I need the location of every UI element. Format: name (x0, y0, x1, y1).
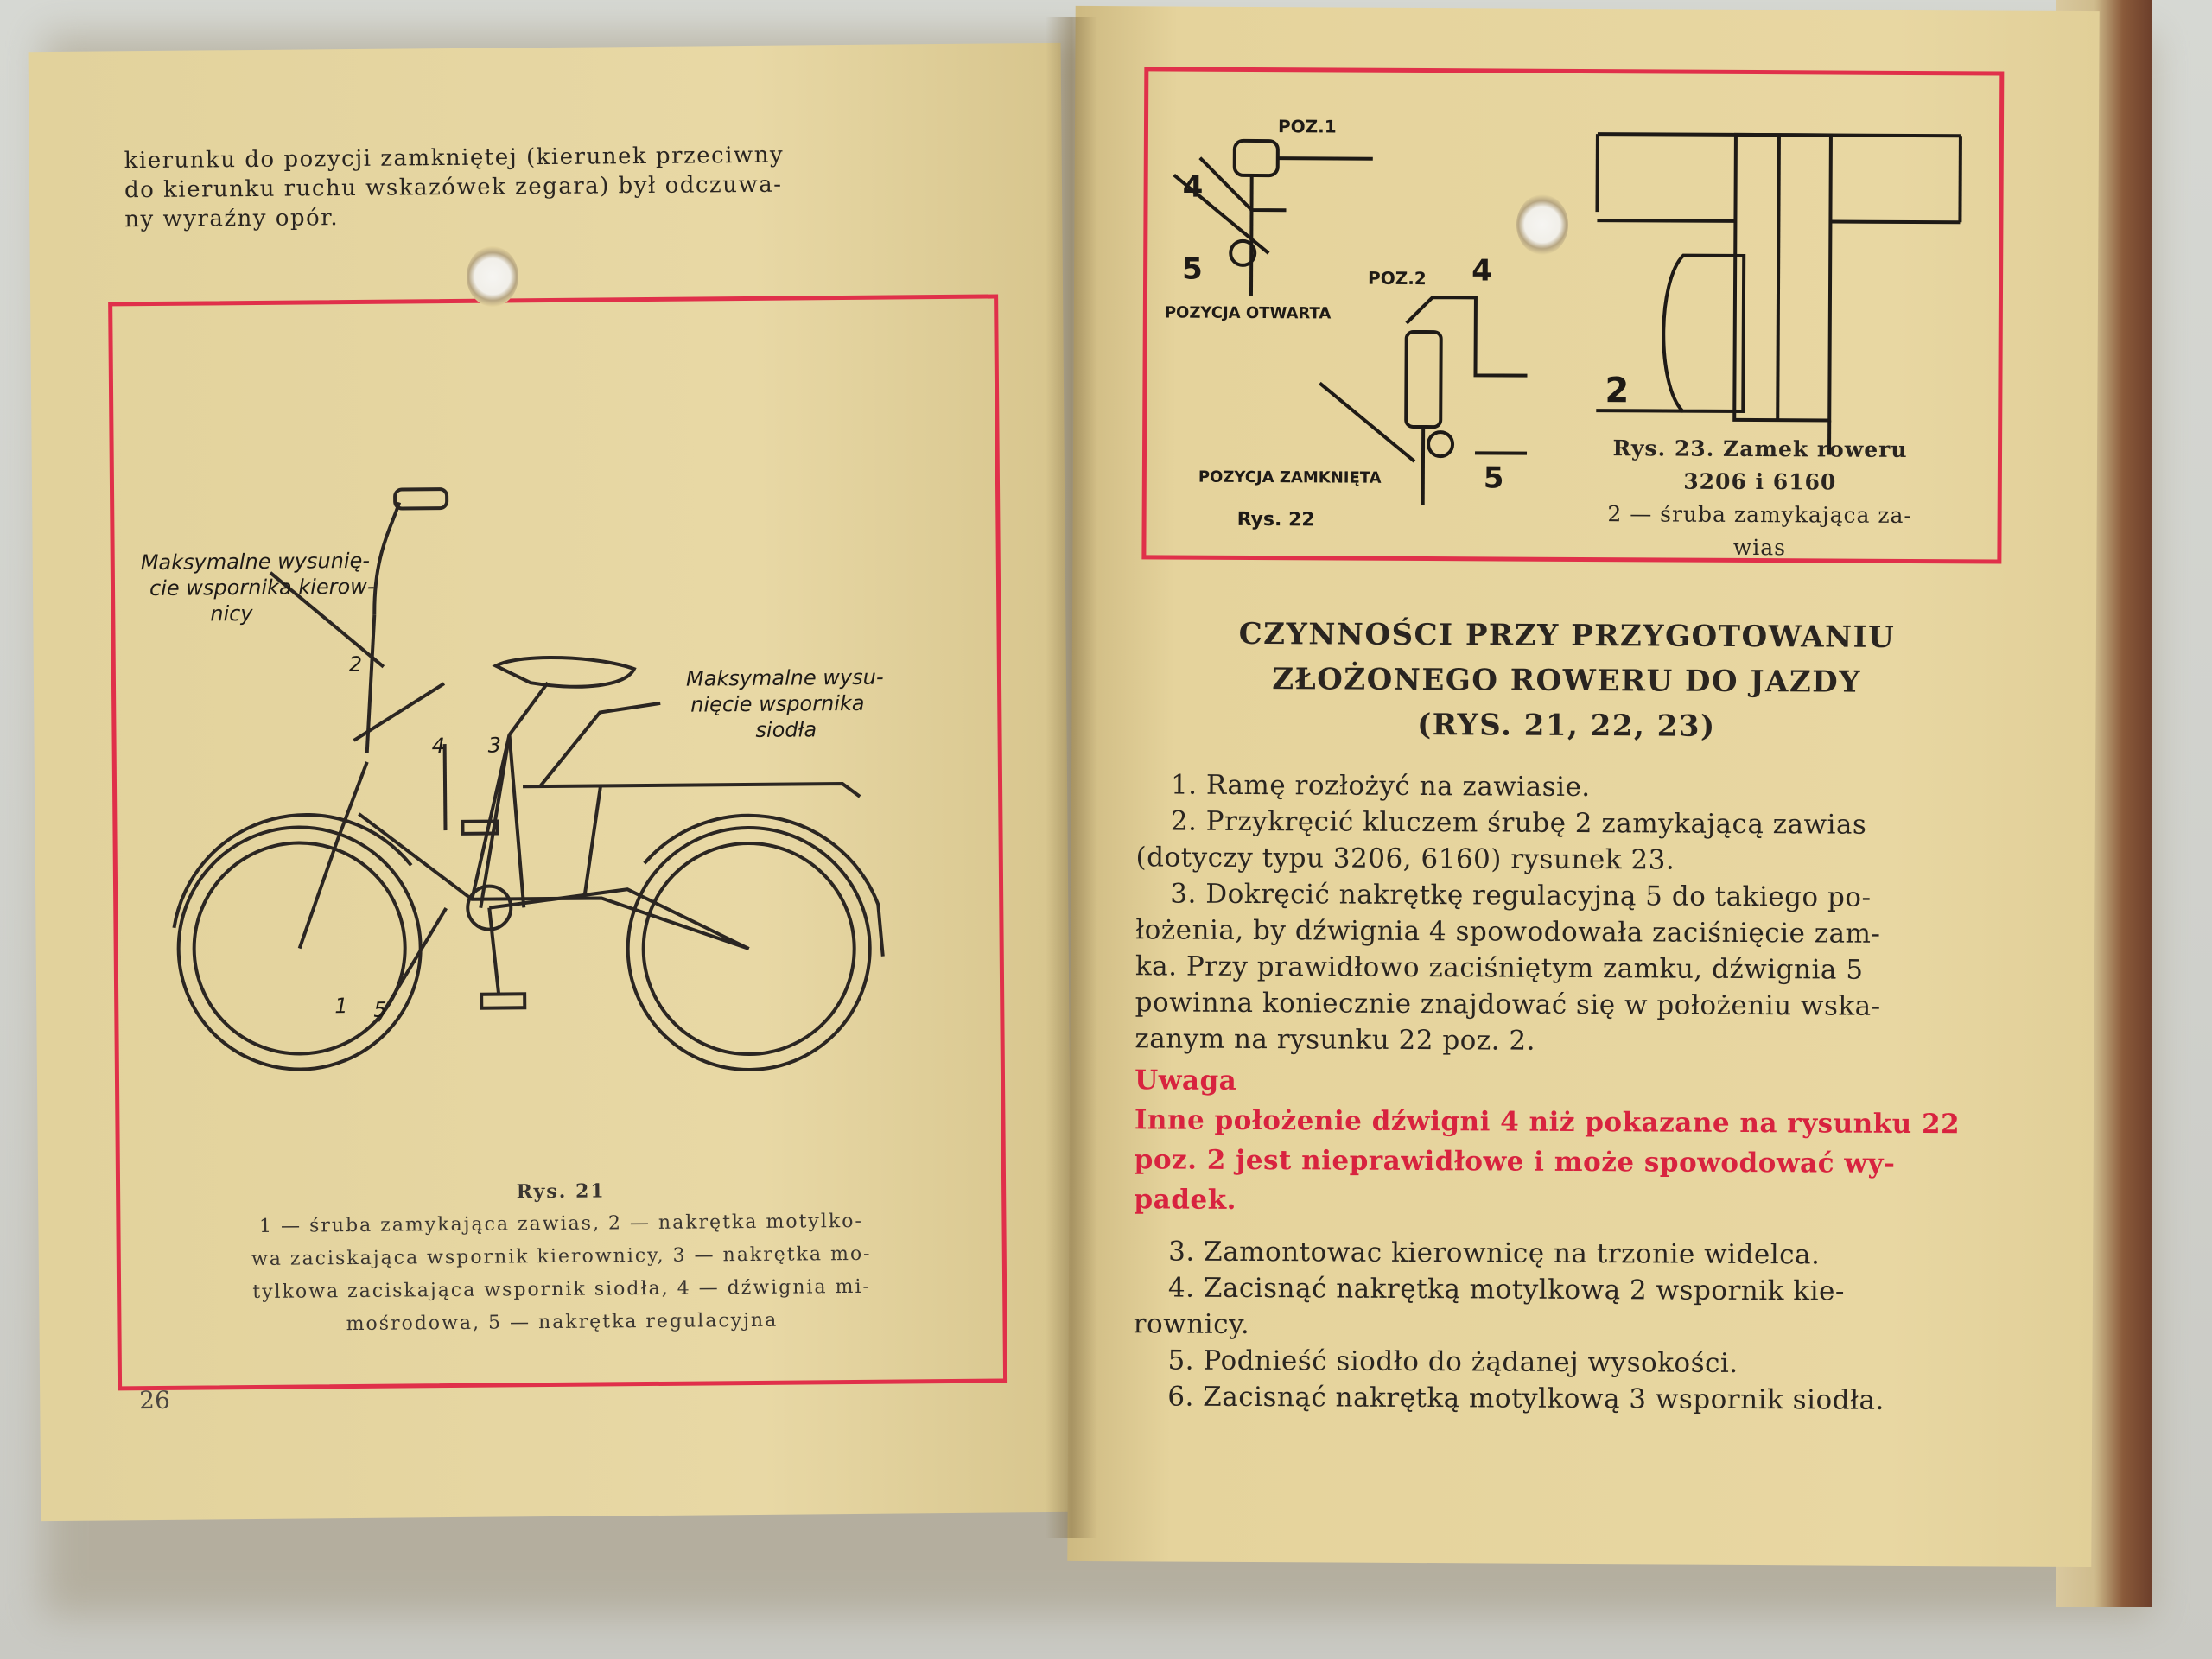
right-page (1067, 6, 2099, 1567)
figure-21-title: Rys. 21 (516, 1179, 606, 1204)
binding-hole-left (467, 246, 518, 307)
part-number-1: 1 (334, 994, 348, 1019)
step-line: ka. Przy prawidłowo zaciśniętym zamku, dźwignia 5 (1135, 950, 1864, 986)
part-number-5: 5 (373, 997, 387, 1022)
part-number-3: 3 (487, 733, 502, 758)
label-max-seat-1: Maksymalne wysu- (685, 664, 884, 691)
part-number-4: 4 (431, 734, 446, 759)
caption-line: wa zaciskająca wspornik kierownicy, 3 — nakrętka mo- (251, 1243, 872, 1271)
label-max-seat-3: siodła (755, 717, 817, 742)
step-line: rownicy. (1133, 1308, 1250, 1340)
label-num-2: 2 (1605, 371, 1630, 411)
step-line: 4. Zacisnąć nakrętką motylkową 2 wspornik kie- (1167, 1272, 1845, 1307)
caption-line: mośrodowa, 5 — nakrętka regulacyjna (346, 1309, 779, 1336)
warning-line: padek. (1134, 1184, 1237, 1216)
label-num-4b: 4 (1471, 253, 1492, 289)
caption-line: 1 — śruba zamykająca zawias, 2 — nakrętka motylko- (258, 1210, 863, 1237)
label-num-5a: 5 (1182, 251, 1203, 287)
label-open-position: POZYCJA OTWARTA (1164, 303, 1332, 323)
step-line: powinna koniecznie znajdować się w położeniu wska- (1135, 987, 1881, 1022)
intro-line: kierunku do pozycji zamkniętej (kierunek przeciwny (124, 142, 785, 175)
left-page (29, 43, 1074, 1521)
binding-hole-right (1516, 194, 1568, 255)
label-poz2: POZ.2 (1368, 267, 1427, 289)
part-number-2: 2 (348, 652, 363, 677)
steps-part-2 (1133, 1233, 2032, 1419)
step-line: 1. Ramę rozłożyć na zawiasie. (1170, 769, 1591, 804)
step-line: łożenia, by dźwignia 4 spowodowała zaciśnięcie zam- (1135, 914, 1881, 950)
step-line: (dotyczy typu 3206, 6160) rysunek 23. (1135, 842, 1675, 876)
step-line: 2. Przykręcić kluczem śrubę 2 zamykającą zawias (1170, 805, 1867, 841)
heading-line: CZYNNOŚCI PRZY PRZYGOTOWANIU (1238, 616, 1896, 655)
step-line: 5. Podnieść siodło do żądanej wysokości. (1167, 1344, 1738, 1379)
heading-line: (RYS. 21, 22, 23) (1417, 707, 1716, 744)
steps-part-1 (1135, 766, 2026, 1061)
figure-21-caption (155, 1172, 969, 1343)
section-heading (1141, 611, 1993, 750)
warning-block (1134, 1060, 2033, 1224)
label-rys-22: Rys. 22 (1236, 508, 1315, 531)
intro-text (124, 138, 1007, 234)
page-number: 26 (139, 1385, 171, 1415)
heading-line: ZŁOŻONEGO ROWERU DO JAZDY (1272, 662, 1862, 700)
warning-title: Uwaga (1135, 1065, 1237, 1096)
label-max-seat-2: nięcie wspornika (690, 690, 865, 717)
intro-line: do kierunku ruchu wskazówek zegara) był odczuwa- (124, 171, 783, 204)
warning-line: poz. 2 jest nieprawidłowe i może spowodować wy- (1134, 1144, 1896, 1179)
rys23-line: 2 — śruba zamykająca za- (1607, 501, 1912, 528)
label-max-handlebar-2: cie wspornika kierow- (149, 574, 375, 601)
step-line: 3. Dokręcić nakrętkę regulacyjną 5 do takiego po- (1170, 878, 1872, 913)
label-max-handlebar-3: nicy (210, 601, 253, 626)
rys23-line: 3206 i 6160 (1683, 468, 1837, 495)
rys-23-caption (1552, 432, 1967, 566)
intro-line: ny wyraźny opór. (124, 205, 340, 233)
step-line: 6. Zacisnąć nakrętką motylkową 3 wspornik siodła. (1167, 1381, 1885, 1416)
label-num-4a: 4 (1182, 169, 1204, 205)
step-line: zanym na rysunku 22 poz. 2. (1135, 1023, 1536, 1057)
figure-21-frame (108, 294, 1007, 1390)
rys23-line: wias (1732, 534, 1787, 561)
warning-line: Inne położenie dźwigni 4 niż pokazane na rysunku 22 (1134, 1104, 1961, 1141)
step-line: 3. Zamontowac kierownicę na trzonie widelca. (1168, 1236, 1821, 1271)
label-poz1: POZ.1 (1277, 116, 1337, 137)
figure-22-23-frame (1141, 67, 2004, 563)
book-gutter (1046, 17, 1097, 1538)
label-num-5b: 5 (1483, 461, 1504, 496)
label-max-handlebar-1: Maksymalne wysunię- (140, 548, 371, 575)
label-closed-position: POZYCJA ZAMKNIĘTA (1198, 467, 1382, 487)
caption-line: tylkowa zaciskająca wspornik siodła, 4 — dźwignia mi- (252, 1275, 872, 1304)
rys23-line: Rys. 23. Zamek roweru (1612, 435, 1908, 462)
